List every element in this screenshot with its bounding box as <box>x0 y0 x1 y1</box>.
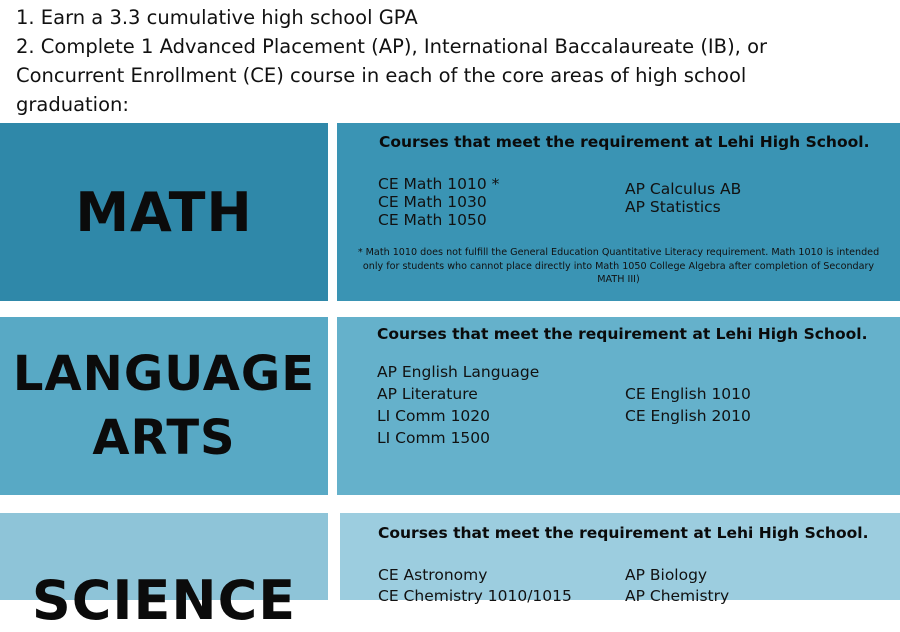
science-label-box <box>0 513 328 632</box>
language-arts-course-list-1 <box>377 361 539 449</box>
language-arts-heading: Courses that meet the requirement at Lehi High School. <box>377 325 868 343</box>
math-heading: Courses that meet the requirement at Lehi High School. <box>379 133 870 151</box>
intro-line-2: 2. Complete 1 Advanced Placement (AP), International Baccalaureate (IB), or <box>16 35 768 58</box>
language-arts-course-list-2 <box>625 383 751 427</box>
course-item: AP English Language <box>377 363 540 381</box>
course-item: CE English 1010 <box>625 385 751 403</box>
footnote-line: MATH III) <box>597 274 640 285</box>
science-label: SCIENCE <box>31 569 297 632</box>
intro-line-1: 1. Earn a 3.3 cumulative high school GPA <box>16 6 418 29</box>
course-item: CE Math 1010 * <box>378 175 500 193</box>
science-heading: Courses that meet the requirement at Lehi High School. <box>378 524 869 542</box>
course-item: CE English 2010 <box>625 407 751 425</box>
course-item: CE Math 1030 <box>378 193 487 211</box>
footnote-line: only for students who cannot place directly into Math 1050 College Algebra after completion of Secondary <box>362 260 875 272</box>
math-course-list-2 <box>625 180 741 216</box>
math-label-box <box>0 123 328 301</box>
intro-line-4: graduation: <box>16 93 129 116</box>
language-arts-label-line-1: LANGUAGE <box>12 346 316 402</box>
math-label: MATH <box>75 180 253 244</box>
course-item: CE Math 1050 <box>378 211 487 229</box>
science-content-box <box>340 513 900 605</box>
language-arts-label-line-2: ARTS <box>92 410 236 466</box>
course-item: CE Astronomy <box>378 566 488 584</box>
footnote-line: * Math 1010 does not fulfill the General Education Quantitative Literacy requirement. Math 1010 is intended <box>357 247 880 258</box>
course-item: AP Chemistry <box>625 587 730 605</box>
language-arts-label-box <box>0 317 328 495</box>
course-item: AP Biology <box>625 566 708 584</box>
course-item: CE Chemistry 1010/1015 <box>378 587 572 605</box>
intro-line-3: Concurrent Enrollment (CE) course in each of the core areas of high school <box>16 64 747 87</box>
math-footnote <box>337 246 900 287</box>
science-row <box>0 513 900 632</box>
math-row <box>0 123 900 301</box>
math-course-list-1 <box>378 175 499 229</box>
science-course-list-2 <box>625 565 729 607</box>
course-item: AP Calculus AB <box>625 180 742 198</box>
language-arts-content-box <box>337 317 900 495</box>
course-item: LI Comm 1020 <box>377 407 491 425</box>
science-course-list-1 <box>378 565 572 607</box>
intro-text <box>16 3 896 119</box>
language-arts-row <box>0 317 900 495</box>
course-item: AP Statistics <box>625 198 721 216</box>
course-item: LI Comm 1500 <box>377 429 491 447</box>
course-item: AP Literature <box>377 385 478 403</box>
math-content-box <box>337 123 900 301</box>
